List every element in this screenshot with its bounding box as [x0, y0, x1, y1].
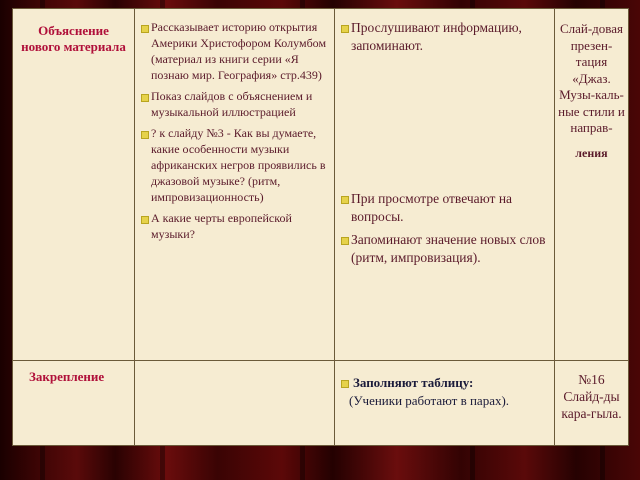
list-item-text: Рассказывает историю открытия Америки Христофором Колумбом (материал из книги серии «Я познаю мир. География» стр.439)	[151, 20, 327, 82]
list-item-text: Запоминают значение новых слов (ритм, импровизация).	[351, 232, 546, 265]
bullet-icon	[141, 25, 149, 33]
bullet-icon	[141, 216, 149, 224]
list-item-text: Прослушивают информацию, запоминают.	[351, 20, 522, 53]
student-activity-list	[335, 9, 554, 267]
teacher-activity-cell	[135, 9, 335, 361]
table-row	[13, 361, 629, 446]
resource-label: Слай-довая презен-тация «Джаз. Музы-каль-ные стили и направ-	[558, 21, 625, 135]
list-item-text: Показ слайдов с объяснением и музыкальной иллюстрацией	[151, 89, 313, 119]
list-item	[141, 125, 330, 205]
resource-label-end: ления	[575, 145, 608, 160]
list-item	[141, 88, 330, 120]
list-item-text: ? к слайду №3 - Как вы думаете, какие особенности музыки африканских негров проявились в джазовой музыке? (ритм, импровизационность)	[151, 126, 326, 204]
list-item	[341, 19, 550, 55]
student-activity-cell	[335, 361, 555, 446]
bullet-icon	[341, 196, 349, 204]
bullet-icon	[341, 380, 349, 388]
stage-label: Закрепление	[29, 369, 105, 384]
resource-cell	[555, 9, 629, 361]
stage-cell	[13, 9, 135, 361]
bullet-icon	[141, 131, 149, 139]
bullet-icon	[341, 25, 349, 33]
student-task-heading: Заполняют таблицу:	[341, 375, 548, 391]
teacher-activity-list	[135, 9, 334, 242]
resource-cell	[555, 361, 629, 446]
resource-label: №16 Слайд-ды кара-гыла.	[561, 372, 622, 421]
lesson-plan-table	[12, 8, 629, 446]
stage-cell	[13, 361, 135, 446]
list-item	[141, 19, 330, 83]
list-item	[341, 231, 550, 267]
resource-text	[555, 9, 628, 161]
bullet-icon	[141, 94, 149, 102]
bullet-icon	[341, 237, 349, 245]
list-item-text: А какие черты европейской музыки?	[151, 211, 292, 241]
list-item-text: При просмотре отвечают на вопросы.	[351, 191, 513, 224]
student-activity-cell	[335, 9, 555, 361]
student-task-note: (Ученики работают в парах).	[349, 393, 510, 408]
stage-label: Объяснение нового материала	[21, 23, 126, 54]
teacher-activity-cell	[135, 361, 335, 446]
list-item	[341, 190, 550, 226]
table-row	[13, 9, 629, 361]
list-item	[141, 210, 330, 242]
